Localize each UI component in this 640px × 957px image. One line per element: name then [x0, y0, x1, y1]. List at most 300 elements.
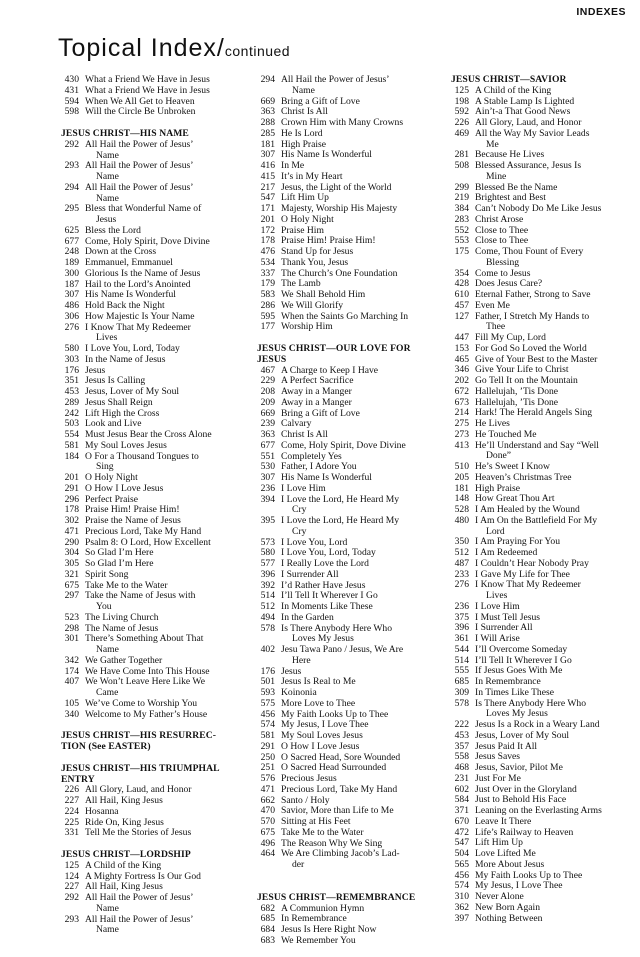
hymn-title: I Am Praying For You: [475, 536, 561, 548]
hymn-number: 416: [260, 160, 275, 171]
hymn-number: 514: [260, 590, 275, 602]
index-entry: [257, 172, 443, 183]
hymn-title-line: I Know That My Redeemer: [475, 579, 581, 591]
hymn-title: O Sacred Head Surrounded: [281, 762, 387, 774]
hymn-title: I’ll Tell It Wherever I Go: [281, 590, 378, 602]
hymn-title-continuation: Lives: [96, 332, 118, 344]
hymn-title: Christ Is All: [281, 106, 328, 118]
hymn-title: Will the Circle Be Unbroken: [85, 106, 196, 118]
hymn-number: 534: [260, 256, 275, 268]
index-entry: [257, 301, 443, 312]
hymn-title: So Glad I’m Here: [85, 558, 154, 569]
hymn-number: 293: [64, 913, 79, 925]
hymn-title: When We All Get to Heaven: [85, 95, 195, 107]
hymn-title: Just Over in the Gloryland: [475, 783, 577, 795]
hymn-number: 565: [454, 858, 469, 870]
hymn-number: 225: [64, 816, 79, 828]
hymn-number: 384: [454, 203, 469, 214]
hymn-number: 670: [454, 815, 469, 827]
hymn-title: [281, 75, 443, 97]
hymn-title: The Living Church: [85, 611, 159, 623]
hymn-number: 677: [260, 439, 275, 451]
hymn-title: [85, 204, 247, 226]
hymn-title: Bring a Gift of Love: [281, 95, 360, 107]
running-head: INDEXES: [576, 6, 626, 18]
index-entry: [61, 807, 247, 818]
hymn-number: 202: [454, 375, 469, 386]
index-entry: [451, 731, 637, 742]
hymn-title: Never Alone: [475, 891, 524, 902]
hymn-number: 302: [64, 515, 79, 526]
hymn-title: Love Lifted Me: [475, 848, 536, 859]
hymn-title: We Shall Behold Him: [281, 289, 366, 300]
hymn-title: We Gather Together: [85, 654, 163, 666]
hymn-number: 351: [64, 375, 79, 387]
section-heading-line: JESUS CHRIST—HIS RESURREC-: [61, 730, 217, 742]
hymn-title-line: Is There Anybody Here Who: [281, 622, 393, 634]
index-entry: [451, 86, 637, 97]
hymn-title: When the Saints Go Marching In: [281, 310, 409, 322]
hymn-title-line: We Are Climbing Jacob’s Lad-: [281, 848, 400, 860]
hymn-title: Hallelujah, ’Tis Done: [475, 396, 559, 408]
hymn-number: 602: [454, 783, 469, 795]
hymn-number: 578: [260, 622, 275, 634]
index-entry: [257, 441, 443, 452]
hymn-number: 226: [454, 117, 469, 128]
hymn-number: 209: [260, 396, 275, 408]
hymn-title: Praise Him! Praise Him!: [85, 504, 180, 516]
hymn-number: 494: [260, 611, 275, 623]
hymn-title: [85, 161, 247, 183]
hymn-title-line: All Hail the Power of Jesus’: [85, 181, 194, 193]
hymn-title: Give Your Life to Christ: [475, 364, 569, 376]
hymn-number: 153: [454, 342, 469, 354]
hymn-title: [281, 624, 443, 646]
hymn-number: 669: [260, 407, 275, 419]
index-entry: [451, 301, 637, 312]
hymn-number: 187: [64, 278, 79, 290]
hymn-number: 226: [64, 784, 79, 796]
hymn-number: 189: [64, 257, 79, 268]
hymn-number: 371: [454, 805, 469, 816]
index-column-2: [257, 75, 443, 947]
hymn-title: Psalm 8: O Lord, How Excellent: [85, 536, 211, 548]
page-title: [58, 34, 290, 63]
hymn-number: 198: [454, 95, 469, 107]
hymn-title-continuation: Name: [96, 192, 119, 204]
hymn-title: Christ Is All: [281, 429, 328, 440]
hymn-title-continuation: Thee: [486, 321, 506, 333]
hymn-number: 512: [454, 547, 469, 558]
hymn-title-continuation: Name: [96, 171, 119, 182]
hymn-number: 592: [454, 106, 469, 118]
hymn-number: 273: [454, 428, 469, 440]
hymn-number: 413: [454, 439, 469, 451]
hymn-title: I Must Tell Jesus: [475, 611, 540, 623]
hymn-title: Come, Holy Spirit, Dove Divine: [281, 439, 406, 451]
index-entry: [61, 570, 247, 581]
section-heading-line: JESUS CHRIST—HIS TRIUMPHAL: [61, 762, 220, 774]
index-entry: [257, 75, 443, 97]
hymn-title: Ride On, King Jesus: [85, 816, 164, 828]
hymn-title-continuation: Came: [96, 687, 119, 698]
section-heading-line: JESUS CHRIST—SAVIOR: [451, 74, 567, 85]
hymn-number: 171: [260, 203, 275, 214]
hymn-number: 570: [260, 816, 275, 827]
hymn-number: 578: [454, 697, 469, 709]
hymn-number: 395: [260, 515, 275, 526]
hymn-title: His Name Is Wonderful: [281, 149, 372, 161]
index-entry: [451, 312, 637, 334]
hymn-title: Hark! The Herald Angels Sing: [475, 407, 593, 419]
hymn-number: 127: [454, 310, 469, 322]
hymn-title: Bring a Gift of Love: [281, 407, 360, 419]
hymn-number: 487: [454, 557, 469, 569]
hymn-title: [85, 591, 247, 613]
index-entry: [451, 387, 637, 398]
hymn-number: 233: [454, 568, 469, 580]
hymn-number: 580: [64, 343, 79, 354]
hymn-title: I Couldn’t Hear Nobody Pray: [475, 557, 589, 569]
index-entry: [61, 861, 247, 872]
hymn-title-continuation: Blessing: [486, 256, 520, 268]
index-entry: [61, 484, 247, 495]
hymn-title: Glorious Is the Name of Jesus: [85, 267, 201, 279]
hymn-title: Ain’t-a That Good News: [475, 106, 571, 118]
hymn-title: Hosanna: [85, 805, 119, 817]
hymn-title-continuation: der: [292, 859, 305, 870]
index-entry: [451, 817, 637, 828]
hymn-title: Praise the Name of Jesus: [85, 515, 181, 526]
hymn-number: 431: [64, 84, 79, 96]
hymn-title-line: I Know That My Redeemer: [85, 321, 191, 333]
hymn-number: 236: [454, 600, 469, 612]
index-column-1: [61, 75, 247, 936]
hymn-title: Hold Back the Night: [85, 300, 165, 311]
hymn-title: In Me: [281, 160, 305, 171]
hymn-title: More About Jesus: [475, 858, 545, 870]
hymn-title: Crown Him with Many Crowns: [281, 117, 404, 128]
hymn-number: 574: [454, 880, 469, 892]
section-heading: [61, 731, 247, 753]
index-entry: [451, 129, 637, 151]
hymn-number: 576: [260, 773, 275, 784]
hymn-number: 675: [260, 826, 275, 838]
hymn-title: Majesty, Worship His Majesty: [281, 203, 398, 214]
hymn-title: [475, 699, 637, 721]
hymn-number: 577: [260, 558, 275, 569]
index-entry: [61, 269, 247, 280]
hymn-number: 528: [454, 504, 469, 515]
hymn-title: Santo / Holy: [281, 794, 330, 806]
index-entry: [451, 602, 637, 613]
hymn-number: 504: [454, 848, 469, 859]
hymn-number: 362: [454, 901, 469, 913]
hymn-title: Life’s Railway to Heaven: [475, 826, 574, 838]
hymn-number: 357: [454, 740, 469, 752]
hymn-title: New Born Again: [475, 901, 541, 913]
hymn-number: 598: [64, 106, 79, 118]
index-entry: [61, 527, 247, 538]
hymn-number: 293: [64, 160, 79, 172]
hymn-title: More Love to Thee: [281, 697, 356, 709]
index-entry: [257, 215, 443, 226]
hymn-number: 469: [454, 127, 469, 139]
index-entry: [61, 591, 247, 613]
hymn-title: Praise Him: [281, 224, 324, 236]
hymn-title: Savior, More than Life to Me: [281, 805, 394, 817]
index-entry: [451, 161, 637, 183]
hymn-title: My Faith Looks Up to Thee: [281, 708, 389, 720]
hymn-title: [85, 915, 247, 937]
hymn-title: I Gave My Life for Thee: [475, 568, 570, 580]
hymn-title-line: I Love the Lord, He Heard My: [281, 515, 400, 526]
section-heading: [257, 893, 443, 904]
index-entry: [61, 710, 247, 721]
index-entry: [257, 484, 443, 495]
hymn-title: Fill My Cup, Lord: [475, 332, 546, 343]
hymn-title-line: Blessed Assurance, Jesus Is: [475, 160, 582, 171]
hymn-title: Heaven’s Christmas Tree: [475, 471, 572, 483]
hymn-title: A Perfect Sacrifice: [281, 375, 354, 387]
hymn-number: 581: [64, 439, 79, 451]
hymn-number: 292: [64, 892, 79, 903]
hymn-number: 176: [64, 364, 79, 376]
index-entry: [451, 215, 637, 226]
hymn-title: Look and Live: [85, 418, 142, 430]
hymn-title: Precious Lord, Take My Hand: [281, 783, 398, 795]
hymn-title-line: O For a Thousand Tongues to: [85, 450, 199, 462]
hymn-title-line: There’s Something About That: [85, 633, 204, 645]
hymn-title-continuation: Cry: [292, 504, 307, 516]
index-entry: [257, 828, 443, 839]
hymn-title-line: Jesu Tawa Pano / Jesus, We Are: [281, 644, 404, 655]
hymn-title: A Charge to Keep I Have: [281, 364, 379, 376]
hymn-title: [475, 441, 637, 463]
hymn-number: 350: [454, 536, 469, 548]
hymn-number: 125: [64, 859, 79, 871]
hymn-title: Close to Thee: [475, 235, 529, 247]
section-heading-line: JESUS: [257, 353, 287, 365]
hymn-title-line: I Love the Lord, He Heard My: [281, 493, 400, 505]
hymn-title: Praise Him! Praise Him!: [281, 235, 376, 247]
index-entry: [61, 656, 247, 667]
hymn-title-line: All Hail the Power of Jesus’: [85, 160, 194, 172]
hymn-title: I Am Redeemed: [475, 547, 538, 558]
hymn-title-line: All Hail the Power of Jesus’: [85, 913, 194, 925]
hymn-number: 251: [260, 762, 275, 774]
index-entry: [451, 688, 637, 699]
hymn-title: Jesus Paid It All: [475, 740, 538, 752]
index-entry: [61, 323, 247, 345]
index-entry: [451, 247, 637, 269]
hymn-title: Father, I Adore You: [281, 461, 357, 473]
index-entry: [451, 699, 637, 721]
hymn-number: 467: [260, 364, 275, 376]
hymn-number: 583: [260, 289, 275, 300]
hymn-title: [281, 849, 443, 871]
hymn-number: 501: [260, 676, 275, 688]
section-heading: [61, 764, 247, 786]
hymn-number: 276: [454, 579, 469, 591]
hymn-title: All Glory, Laud, and Honor: [475, 117, 582, 128]
hymn-number: 471: [64, 525, 79, 537]
index-entry: [61, 183, 247, 205]
section-heading-line: TION (See EASTER): [61, 741, 151, 752]
index-entry: [61, 699, 247, 710]
hymn-title: In Times Like These: [475, 686, 554, 698]
hymn-title: Give of Your Best to the Master: [475, 353, 598, 365]
index-entry: [451, 645, 637, 656]
hymn-title: Close to Thee: [475, 224, 529, 236]
hymn-number: 555: [454, 665, 469, 677]
index-entry: [451, 516, 637, 538]
hymn-title: Jesus, the Light of the World: [281, 181, 392, 193]
index-entry: [451, 580, 637, 602]
hymn-number: 222: [454, 719, 469, 730]
page-title-main: Topical Index/: [58, 34, 225, 62]
hymn-title: The Lamb: [281, 278, 321, 290]
hymn-title: In the Garden: [281, 611, 334, 623]
hymn-title: I Love Him: [475, 600, 520, 612]
hymn-title-line: All Hail the Power of Jesus’: [85, 138, 194, 150]
hymn-number: 307: [260, 149, 275, 161]
hymn-title: I Will Arise: [475, 633, 520, 644]
hymn-number: 174: [64, 665, 79, 677]
hymn-title-continuation: Sing: [96, 461, 114, 473]
hymn-number: 472: [454, 826, 469, 838]
hymn-number: 300: [64, 267, 79, 279]
hymn-title-continuation: Here: [292, 654, 311, 666]
index-entry: [61, 441, 247, 452]
index-entry: [61, 613, 247, 624]
hymn-number: 675: [64, 579, 79, 591]
hymn-title: What a Friend We Have in Jesus: [85, 74, 210, 85]
hymn-number: 296: [64, 493, 79, 505]
hymn-title: All Hail, King Jesus: [85, 795, 163, 806]
hymn-title-line: He’ll Understand and Say “Well: [475, 439, 599, 451]
hymn-number: 593: [260, 687, 275, 698]
hymn-title: My Soul Loves Jesus: [281, 730, 363, 741]
hymn-title: Even Me: [475, 299, 510, 311]
hymn-title: Precious Jesus: [281, 773, 337, 784]
hymn-title: He’s Sweet I Know: [475, 461, 550, 472]
hymn-number: 176: [260, 665, 275, 677]
hymn-number: 229: [260, 375, 275, 387]
hymn-number: 554: [64, 429, 79, 440]
hymn-number: 227: [64, 881, 79, 893]
hymn-title-continuation: Name: [96, 924, 119, 936]
hymn-number: 465: [454, 353, 469, 365]
hymn-number: 510: [454, 461, 469, 472]
index-entry: [61, 452, 247, 474]
hymn-title: A Communion Hymn: [281, 902, 365, 914]
hymn-number: 553: [454, 235, 469, 247]
hymn-number: 685: [454, 676, 469, 687]
hymn-title: I Surrender All: [475, 622, 533, 634]
hymn-title: I’ll Tell It Wherever I Go: [475, 654, 572, 666]
hymn-title: Tell Me the Stories of Jesus: [85, 827, 192, 839]
hymn-title: Blessed Be the Name: [475, 181, 558, 193]
hymn-number: 239: [260, 418, 275, 430]
index-entry: [257, 849, 443, 871]
hymn-number: 290: [64, 536, 79, 548]
hymn-title: [85, 323, 247, 345]
hymn-number: 574: [260, 719, 275, 731]
hymn-number: 470: [260, 805, 275, 817]
hymn-number: 684: [260, 924, 275, 935]
hymn-title: Lift Him Up: [281, 192, 329, 204]
hymn-title-line: I Am On the Battlefield For My: [475, 514, 598, 526]
hymn-number: 148: [454, 493, 469, 505]
hymn-number: 303: [64, 353, 79, 365]
hymn-title: [281, 516, 443, 538]
hymn-title: Go Tell It on the Mountain: [475, 375, 578, 386]
hymn-number: 530: [260, 461, 275, 473]
hymn-number: 242: [64, 407, 79, 419]
hymn-title: [475, 247, 637, 269]
hymn-title: [281, 495, 443, 517]
hymn-number: 294: [64, 181, 79, 193]
hymn-title: Brightest and Best: [475, 192, 546, 204]
hymn-number: 236: [260, 482, 275, 494]
hymn-number: 307: [64, 289, 79, 301]
hymn-number: 430: [64, 74, 79, 85]
hymn-number: 677: [64, 235, 79, 247]
hymn-number: 610: [454, 289, 469, 300]
section-heading-line: JESUS CHRIST—HIS NAME: [61, 128, 189, 139]
hymn-title-continuation: Loves My Jesus: [486, 708, 548, 720]
hymn-number: 217: [260, 181, 275, 193]
hymn-title: Perfect Praise: [85, 493, 139, 505]
hymn-number: 201: [64, 472, 79, 483]
hymn-number: 248: [64, 246, 79, 258]
index-entry: [451, 914, 637, 925]
hymn-title: I Am Healed by the Wound: [475, 504, 580, 515]
hymn-title-line: All Hail the Power of Jesus’: [281, 74, 390, 85]
hymn-number: 415: [260, 170, 275, 182]
hymn-title: Come to Jesus: [475, 267, 531, 279]
hymn-title: [85, 140, 247, 162]
index-entry: [61, 828, 247, 839]
hymn-number: 289: [64, 396, 79, 408]
hymn-number: 219: [454, 192, 469, 204]
hymn-title: Koinonia: [281, 687, 317, 698]
hymn-number: 361: [454, 633, 469, 644]
section-spacer: [257, 871, 443, 882]
hymn-number: 468: [454, 762, 469, 773]
hymn-title: Jesus Is a Rock in a Weary Land: [475, 719, 600, 730]
index-entry: [451, 430, 637, 441]
hymn-number: 581: [260, 730, 275, 741]
hymn-title: A Child of the King: [475, 84, 552, 96]
hymn-title: O Holy Night: [85, 472, 138, 483]
index-entry: [451, 441, 637, 463]
hymn-title: [475, 580, 637, 602]
index-entry: [257, 129, 443, 140]
hymn-number: 292: [64, 138, 79, 150]
hymn-title: O Sacred Head, Sore Wounded: [281, 751, 401, 763]
hymn-title: Down at the Cross: [85, 246, 157, 258]
hymn-number: 453: [454, 729, 469, 741]
hymn-number: 291: [64, 482, 79, 494]
hymn-title: Lift Him Up: [475, 837, 523, 849]
index-entry: [61, 355, 247, 366]
hymn-title-line: Take the Name of Jesus with: [85, 590, 196, 602]
hymn-number: 309: [454, 686, 469, 698]
hymn-title: In Moments Like These: [281, 601, 373, 612]
hymn-title-line: Is There Anybody Here Who: [475, 697, 587, 709]
